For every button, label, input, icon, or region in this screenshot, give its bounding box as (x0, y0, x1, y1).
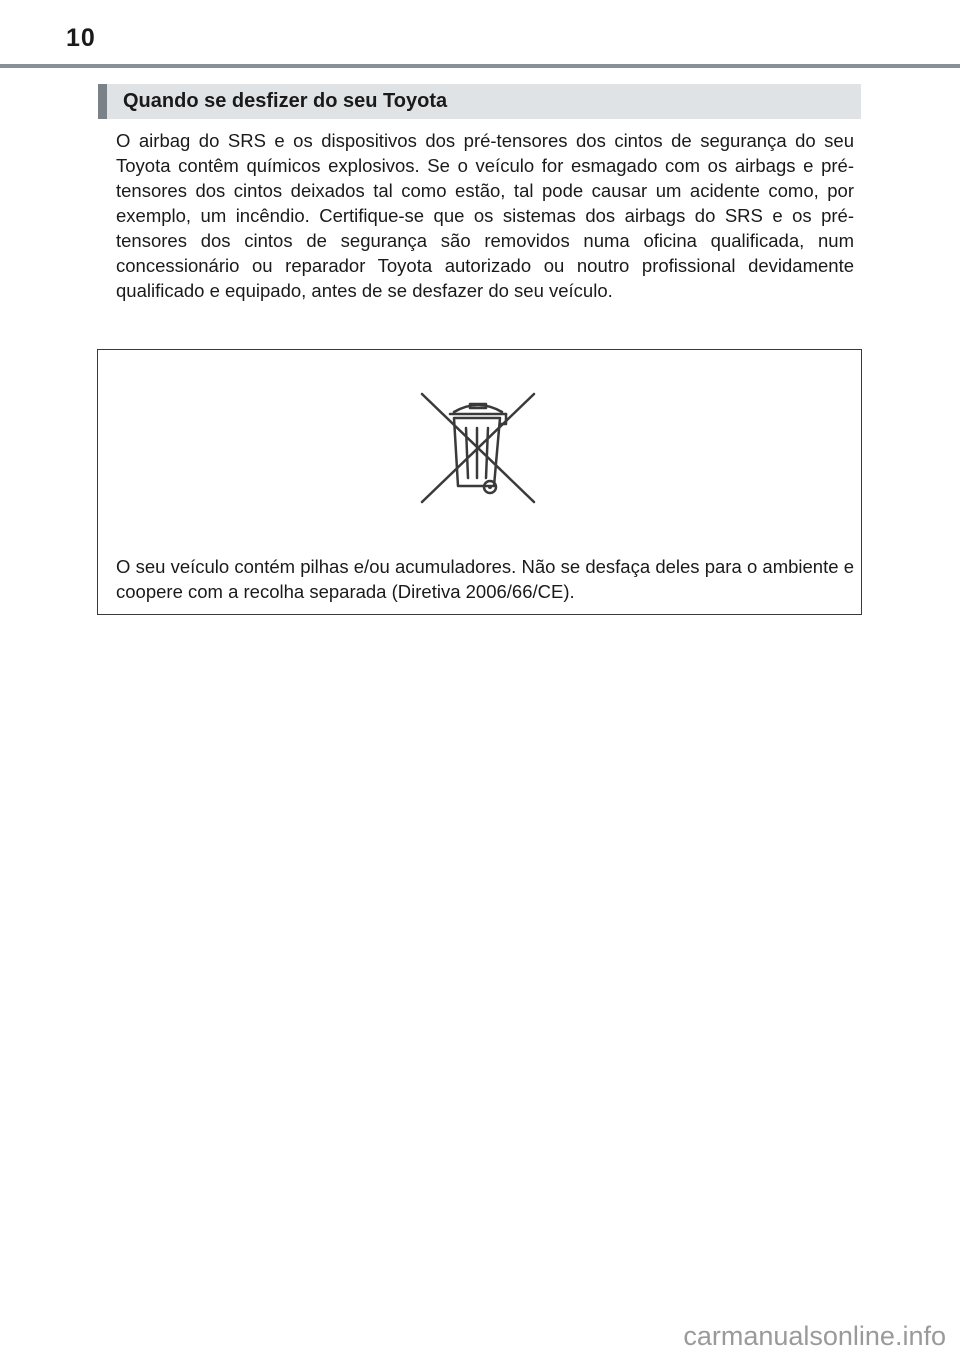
header-divider (0, 64, 960, 68)
battery-disposal-notice (97, 349, 862, 615)
section-paragraph: O airbag do SRS e os dispositivos dos pré-tensores dos cintos de segurança do seu Toyota contêm químicos explosivos. Se o veículo for esmagado com os airbags e pré-tensores dos cintos deixados tal como estão, tal pode causar um acidente como, por exemplo, um incêndio. Certifique-se que os sistemas dos airbags do SRS e os pré-tensores dos cintos de segurança são removidos numa oficina qualificada, num concessionário ou reparador Toyota autorizado ou noutro profissional devidamente qualificado e equipado, antes de se desfazer do seu veículo. (116, 130, 854, 301)
watermark: carmanualsonline.info (683, 1321, 946, 1351)
section-title: Quando se desfizer do seu Toyota (123, 90, 448, 112)
section-header (98, 84, 861, 119)
battery-notice-text: O seu veículo contém pilhas e/ou acumuladores. Não se desfaça deles para o ambiente e coopere com a recolha separada (Diretiva 2006/66/CE). (116, 556, 854, 602)
crossed-out-wheelie-bin-icon (416, 388, 540, 508)
page-number: 10 (66, 24, 96, 52)
